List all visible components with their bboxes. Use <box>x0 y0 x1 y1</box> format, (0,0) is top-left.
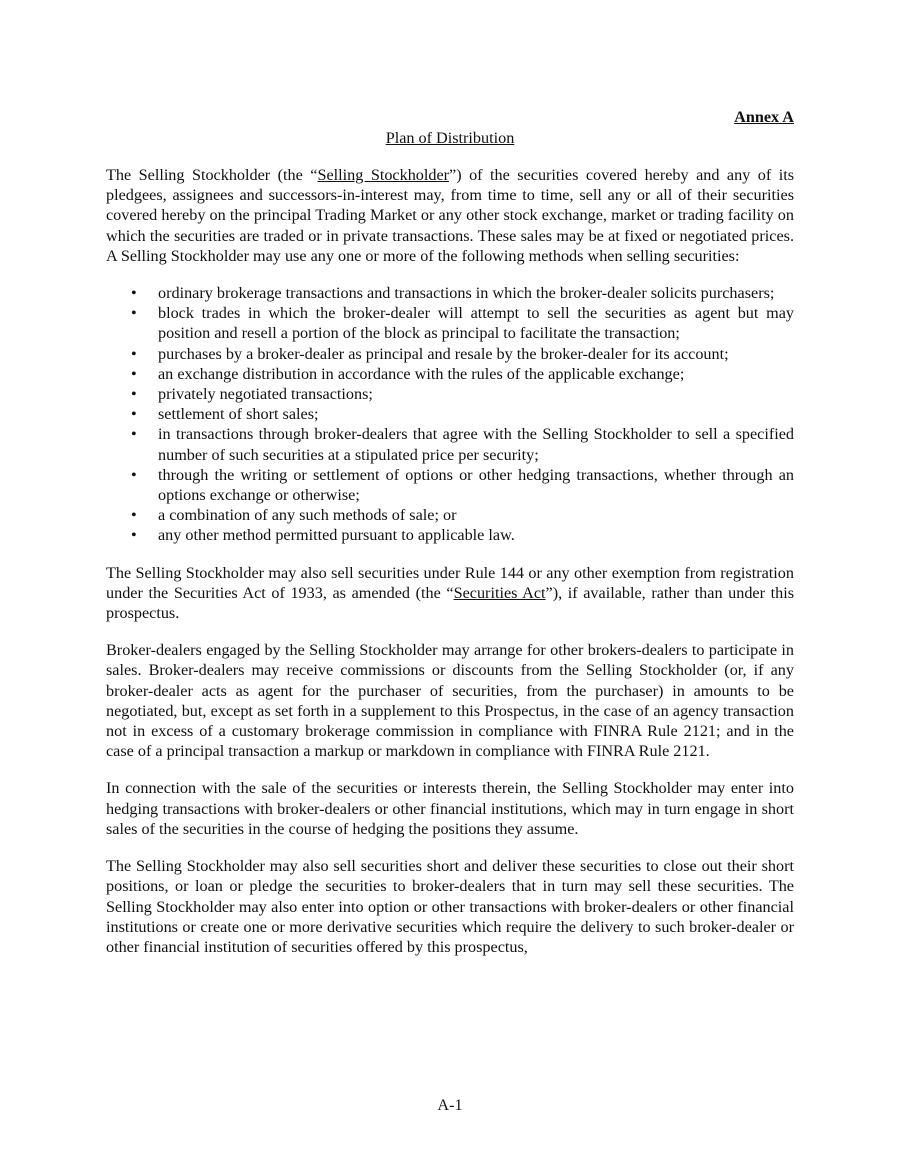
hedging-paragraph: In connection with the sale of the securities or interests therein, the Selling Stockholder may enter into hedging transactions with broker-dealers or other financial institutions, which may in turn engage in short sales of the securities in the course of hedging the positions they assume. <box>106 779 794 838</box>
list-item: • purchases by a broker-dealer as principal and resale by the broker-dealer for its account; <box>106 344 794 364</box>
page-number: A-1 <box>437 1096 463 1114</box>
short-sales-paragraph: The Selling Stockholder may also sell securities short and deliver these securities to close out their short positions, or loan or pledge the securities to broker-dealers that in turn may sell these securities. The Selling Stockholder may also enter into option or other transactions with broker-dealers or other financial institutions or create one or more derivative securities which require the delivery to such broker-dealer or other financial institution of securities offered by this prospectus, <box>106 857 794 956</box>
rule-144-text-rest: ”), if available, rather than under this prospectus. <box>106 583 794 623</box>
list-item: • in transactions through broker-dealers that agree with the Selling Stockholder to sell a specified number of such securities at a stipulated price per security; <box>106 424 794 464</box>
rule-144-paragraph <box>106 563 794 624</box>
annex-label: Annex A <box>734 108 794 126</box>
list-item: • privately negotiated transactions; <box>106 384 794 404</box>
broker-dealers-paragraph: Broker-dealers engaged by the Selling Stockholder may arrange for other brokers-dealers to participate in sales. Broker-dealers may receive commissions or discounts from the Selling Stockholder (or, if any broker-dealer acts as agent for the purchaser of securities, from the purchaser) in amounts to be negotiated, but, except as set forth in a supplement to this Prospectus, in the case of an agency transaction not in excess of a customary brokerage commission in compliance with FINRA Rule 2121; and in the case of a principal transaction a markup or markdown in compliance with FINRA Rule 2121. <box>106 641 794 761</box>
intro-paragraph <box>106 165 794 266</box>
page-title: Plan of Distribution <box>385 129 515 147</box>
document-body <box>106 165 794 974</box>
rule-144-text-start: The Selling Stockholder may also sell securities under Rule 144 or any other exemption from registration under the Securities Act of 1933, as amended (the “ <box>106 563 794 602</box>
methods-list <box>106 283 794 546</box>
list-item: • an exchange distribution in accordance with the rules of the applicable exchange; <box>106 364 794 384</box>
list-item: • ordinary brokerage transactions and transactions in which the broker-dealer solicits purchasers; <box>106 283 794 303</box>
intro-text-rest: ”) of the securities covered hereby and any of its pledgees, assignees and successors-in-interest may, from time to time, sell any or all of their securities covered hereby on the principal Trading Market or any other stock exchange, market or trading facility on which the securities are traded or in private transactions. These sales may be at fixed or negotiated prices. A Selling Stockholder may use any one or more of the following methods when selling securities: <box>106 166 794 265</box>
defined-term-selling-stockholder: Selling Stockholder <box>317 166 450 184</box>
list-item: • settlement of short sales; <box>106 404 794 424</box>
list-item: • through the writing or settlement of options or other hedging transactions, whether through an options exchange or otherwise; <box>106 465 794 505</box>
list-item: • block trades in which the broker-dealer will attempt to sell the securities as agent but may position and resell a portion of the block as principal to facilitate the transaction; <box>106 303 794 343</box>
list-item: • a combination of any such methods of sale; or <box>106 505 794 525</box>
defined-term-securities-act: Securities Act <box>453 583 546 602</box>
list-item: • any other method permitted pursuant to applicable law. <box>106 525 794 545</box>
intro-text-start: The Selling Stockholder (the “ <box>106 166 318 184</box>
